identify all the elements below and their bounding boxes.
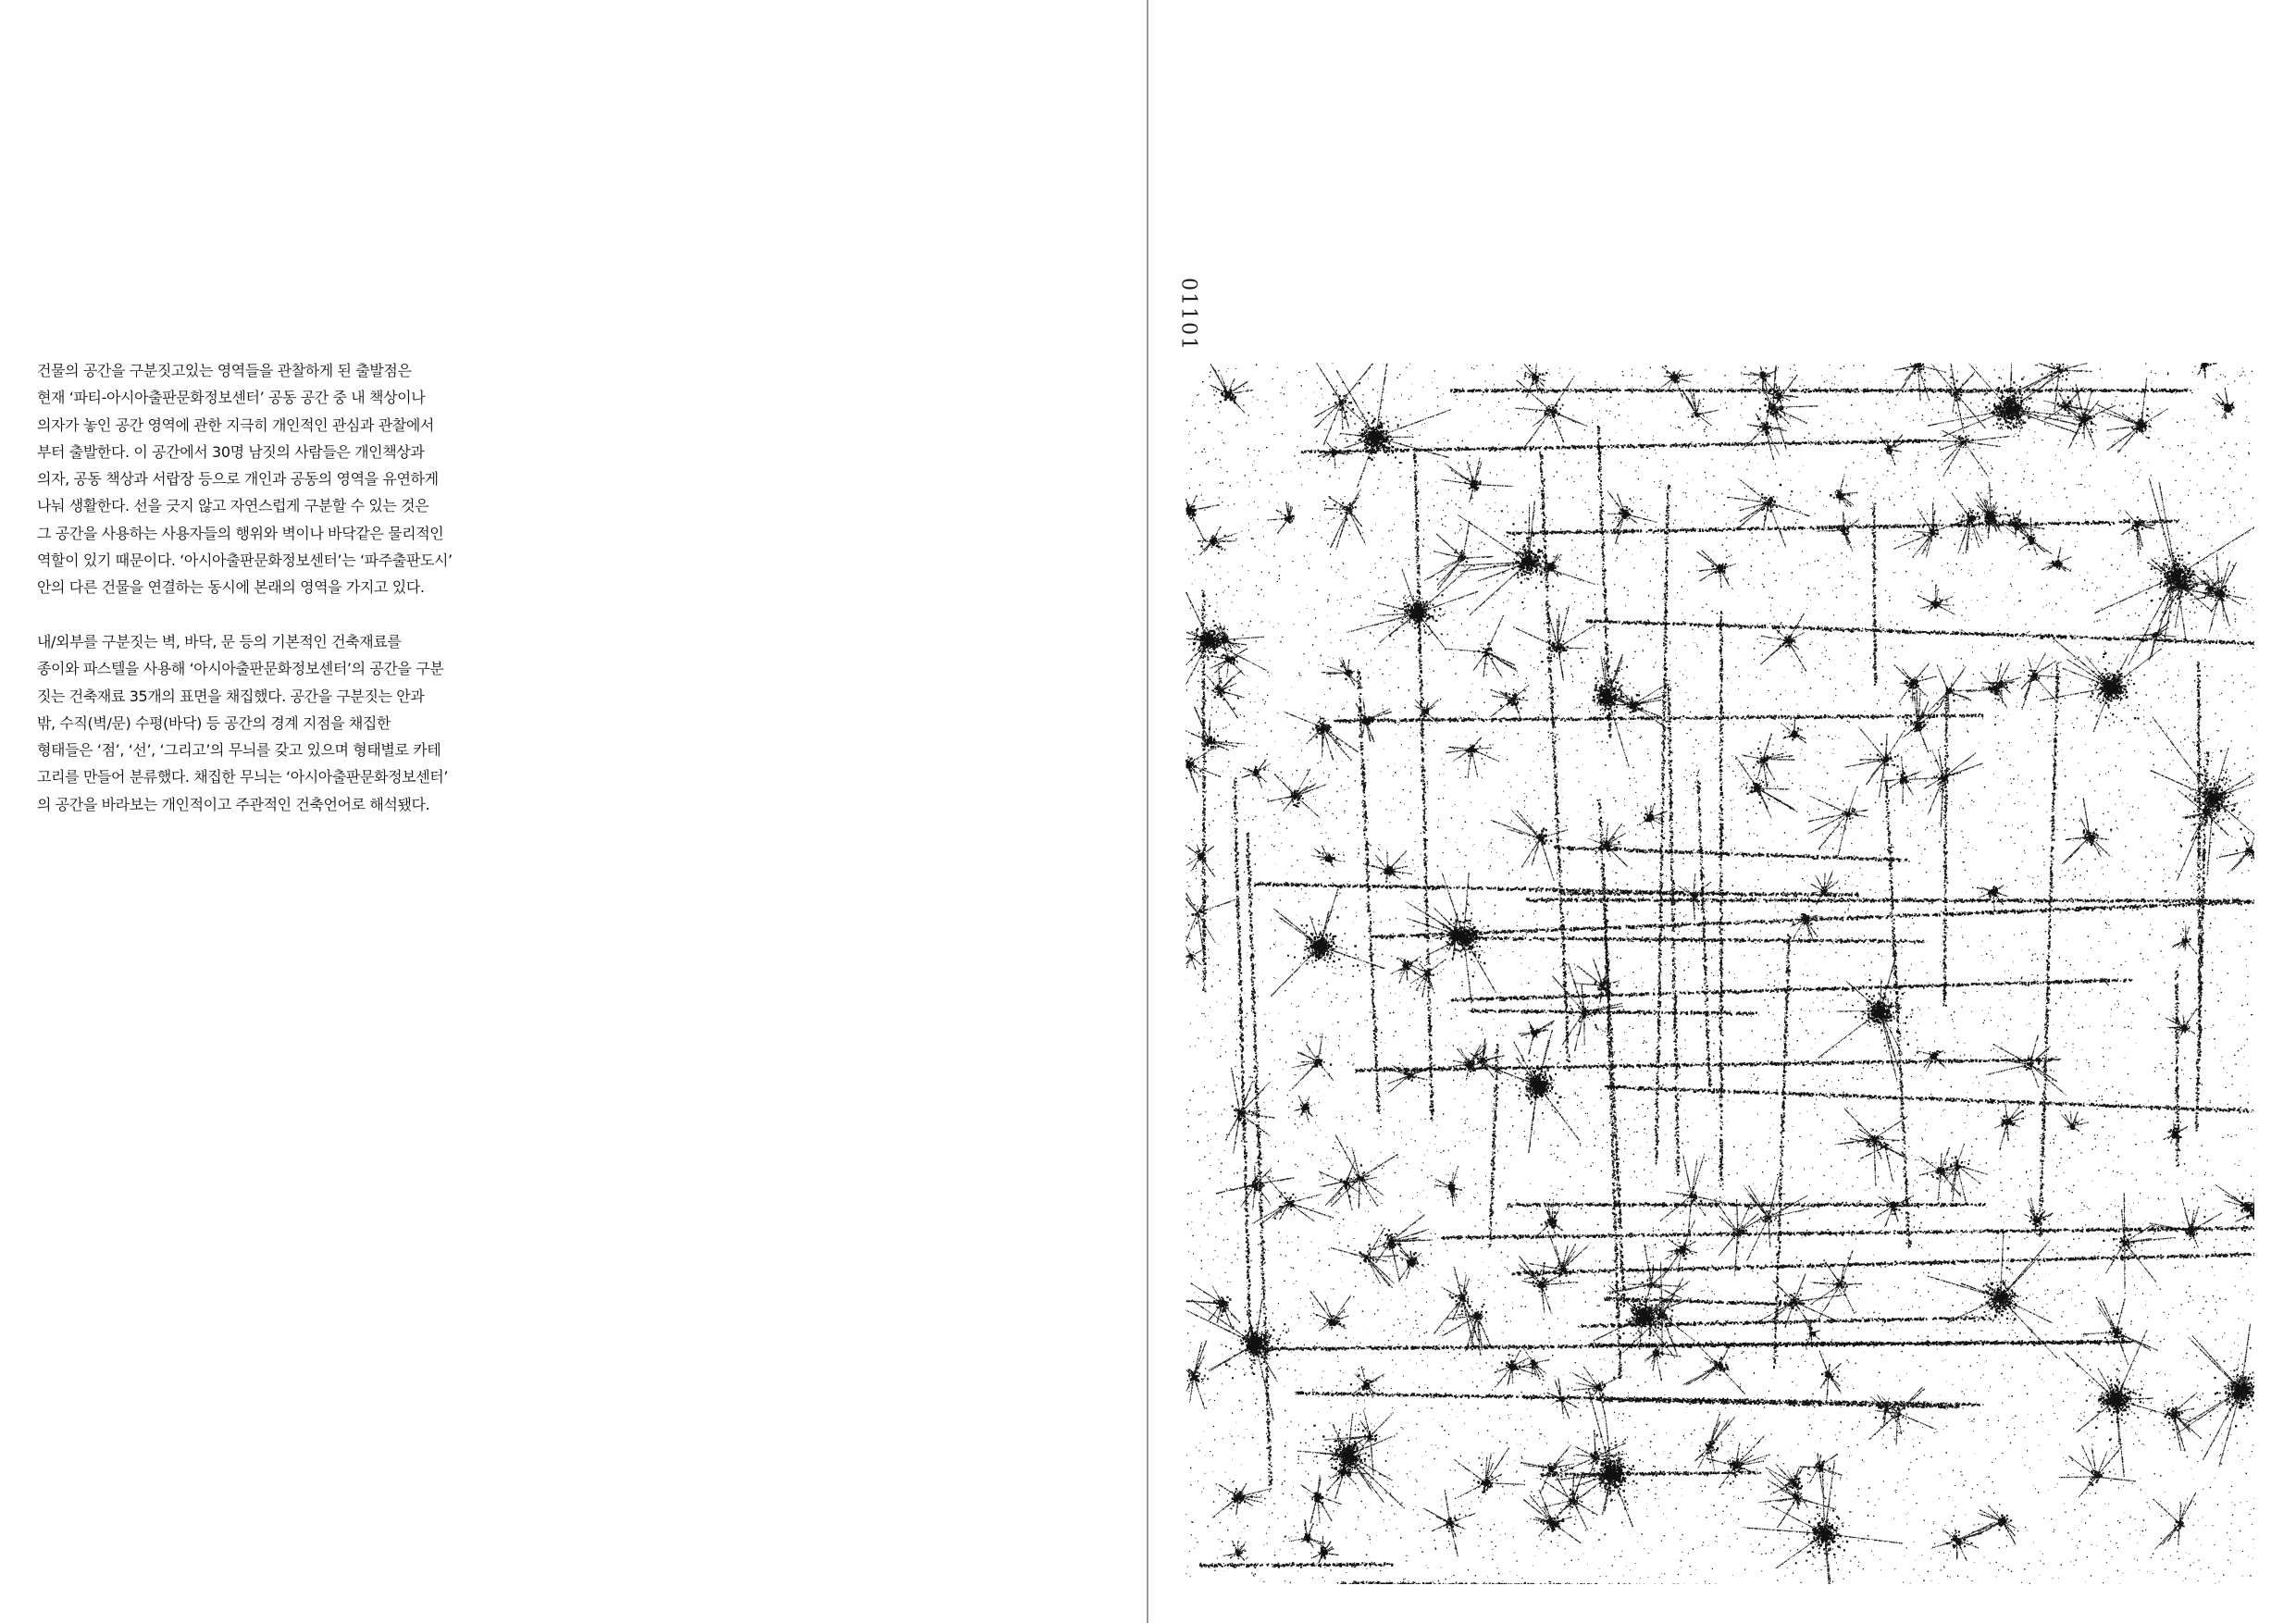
surface-rubbing-image: [1185, 363, 2254, 1584]
paragraph-1: [37, 357, 472, 601]
text-line: 현재 ‘파티-아시아출판문화정보센터’ 공동 공간 중 내 책상이나: [37, 389, 426, 407]
text-line: 고리를 만들어 분류했다. 채집한 무늬는 ‘아시아출판문화정보센터’: [37, 768, 449, 787]
code-label: [1170, 278, 1207, 352]
text-line: 그 공간을 사용하는 사용자들의 행위와 벽이나 바닥같은 물리적인: [37, 524, 444, 542]
text-line: 나눠 생활한다. 선을 긋지 않고 자연스럽게 구분할 수 있는 것은: [37, 497, 429, 515]
rubbing-texture-pattern: [1185, 363, 2254, 1584]
text-line: 역할이 있기 때문이다. ‘아시아출판문화정보센터’는 ‘파주출판도시’: [37, 551, 453, 570]
text-line: 짓는 건축재료 35개의 표면을 채집했다. 공간을 구분짓는 안과: [37, 687, 425, 705]
text-line: 밖, 수직(벽/문) 수평(바닥) 등 공간의 경계 지점을 채집한: [37, 713, 391, 732]
paragraph-2: [37, 628, 472, 818]
text-line: 부터 출발한다. 이 공간에서 30명 남짓의 사람들은 개인책상과: [37, 442, 425, 461]
text-line: 안의 다른 건물을 연결하는 동시에 본래의 영역을 가지고 있다.: [37, 578, 425, 597]
text-line: 건물의 공간을 구분짓고있는 영역들을 관찰하게 된 출발점은: [37, 362, 412, 379]
code-label-text: 01101: [1176, 278, 1200, 352]
text-line: 종이와 파스텔을 사용해 ‘아시아출판문화정보센터’의 공간을 구분: [37, 660, 444, 678]
body-text: [37, 357, 472, 845]
text-line: 내/외부를 구분짓는 벽, 바닥, 문 등의 기본적인 건축재료를: [37, 632, 402, 650]
text-line: 의자가 놓인 공간 영역에 관한 지극히 개인적인 관심과 관찰에서: [37, 415, 434, 434]
text-line: 의자, 공동 책상과 서랍장 등으로 개인과 공동의 영역을 유연하게: [37, 470, 439, 489]
text-line: 의 공간을 바라보는 개인적이고 주관적인 건축언어로 해석됐다.: [37, 795, 430, 813]
text-line: 형태들은 ‘점’, ‘선’, ‘그리고’의 무늬를 갖고 있으며 형태별로 카테: [37, 741, 441, 760]
texture-speckles: [1185, 363, 2254, 1584]
texture-ink-marks: [1185, 363, 2254, 1584]
